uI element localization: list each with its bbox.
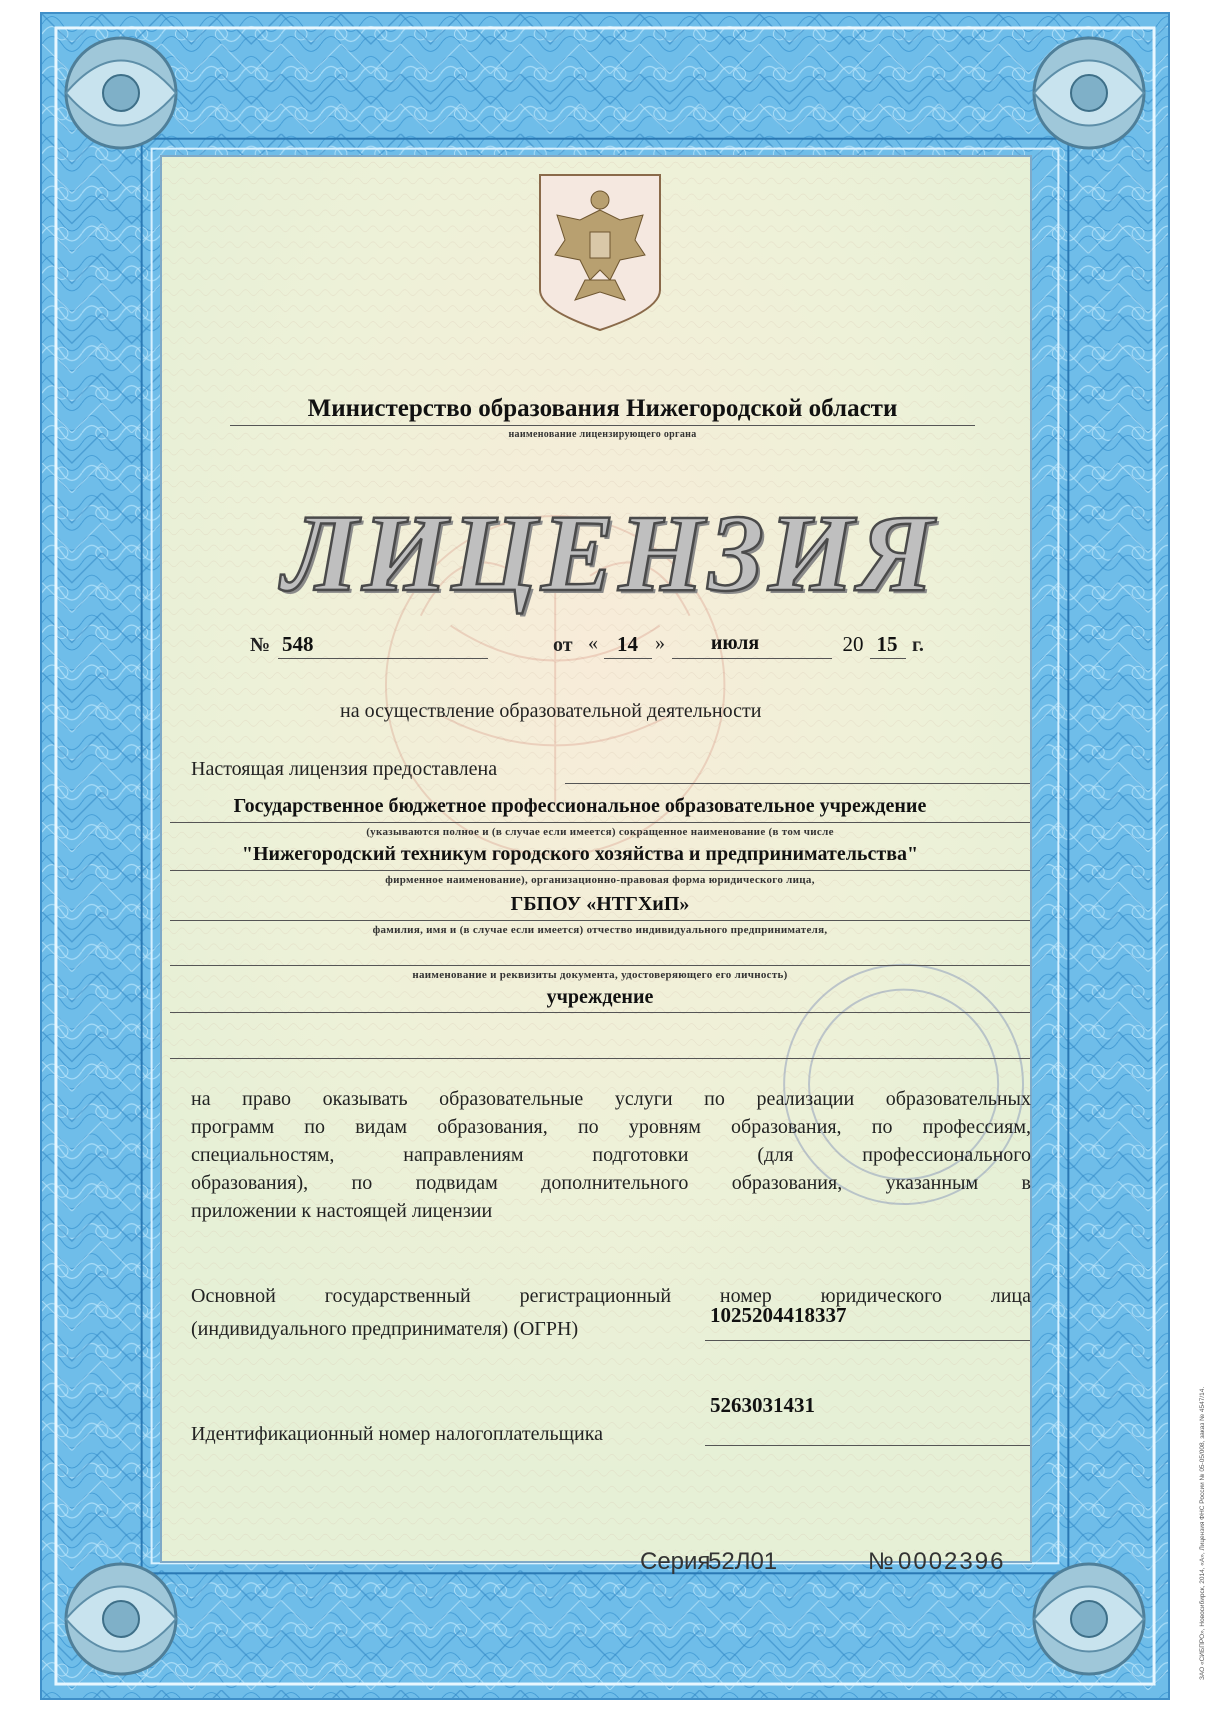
rights-paragraph <box>191 1085 1031 1225</box>
rights-line: на право оказывать образовательные услуги по реализации образовательных <box>191 1088 1031 1110</box>
organization-form: учреждение <box>546 986 654 1008</box>
license-year-prefix: 20 <box>842 632 864 656</box>
organization-full-name-line1: Государственное бюджетное профессиональное образовательное учреждение <box>233 795 927 817</box>
corner-ornament-top-right-icon <box>1014 18 1164 168</box>
quote-close: » <box>655 632 665 654</box>
short-name-underline <box>170 920 1030 921</box>
license-month-underline <box>672 658 832 659</box>
inn-label: Идентификационный номер налогоплательщика <box>191 1423 604 1445</box>
ogrn-value: 1025204418337 <box>710 1303 847 1327</box>
license-number-underline <box>278 658 488 659</box>
caption-legal-form: фирменное наименование), организационно-правовая форма юридического лица, <box>385 874 815 886</box>
corner-ornament-bottom-left-icon <box>46 1544 196 1694</box>
blank-line-2 <box>170 1058 1030 1059</box>
license-day-underline <box>604 658 652 659</box>
quote-open: « <box>588 632 598 654</box>
rights-line: образования), по подвидам дополнительного образования, указанным в <box>191 1172 1031 1194</box>
rights-line: специальностям, направлениям подготовки (для профессионального <box>191 1144 1031 1166</box>
ogrn-label-line1: Основной государственный регистрационный номер юридического лица <box>191 1285 1031 1307</box>
licensing-authority: Министерство образования Нижегородской области <box>307 395 898 422</box>
blank-line-1 <box>170 965 1030 966</box>
license-year-underline <box>870 658 906 659</box>
inn-value: 5263031431 <box>710 1393 815 1417</box>
license-year-suffix: 15 <box>876 632 898 656</box>
corner-ornament-bottom-right-icon <box>1014 1544 1164 1694</box>
license-year-label: г. <box>912 634 924 656</box>
license-number: 548 <box>282 632 314 656</box>
organization-full-name-line2: "Нижегородский техникум городского хозяйства и предпринимательства" <box>241 843 919 865</box>
caption-entrepreneur-name: фамилия, имя и (в случае если имеется) отчество индивидуального предпринимателя, <box>372 924 828 936</box>
license-date-from-label: от <box>553 634 573 656</box>
coat-of-arms-emblem-icon <box>535 170 665 335</box>
printer-imprint: ЗАО «СИБПРО», Новосибирск, 2014, «А», Лицензия ФНС России № 05-05/008, заказ № 4547/14. <box>1199 1386 1206 1680</box>
organization-short-name: ГБПОУ «НТГХиП» <box>510 893 690 915</box>
org-line1-underline <box>170 822 1030 823</box>
org-line2-underline <box>170 870 1030 871</box>
granted-to-label: Настоящая лицензия предоставлена <box>191 758 498 780</box>
inn-underline <box>705 1445 1030 1446</box>
document-title: ЛИЦЕНЗИЯ <box>282 492 938 614</box>
caption-identity-document: наименование и реквизиты документа, удостоверяющего его личность) <box>412 969 788 981</box>
series-label: Серия <box>640 1548 711 1575</box>
rights-line: программ по видам образования, по уровням образования, по профессиям, <box>191 1116 1031 1138</box>
form-number-value: 0002396 <box>898 1548 1006 1575</box>
caption-full-name: (указываются полное и (в случае если имеется) сокращенное наименование (в том числе <box>366 826 834 838</box>
authority-underline <box>230 425 975 426</box>
license-number-label: № <box>250 634 271 656</box>
authority-caption: наименование лицензирующего органа <box>508 429 697 440</box>
granted-label-underline <box>565 783 1030 784</box>
series-value: 52Л01 <box>708 1548 778 1575</box>
org-form-underline <box>170 1012 1030 1013</box>
form-number-label: № <box>868 1548 894 1575</box>
license-purpose: на осуществление образовательной деятельности <box>340 700 762 722</box>
rights-line: приложении к настоящей лицензии <box>191 1200 493 1222</box>
license-day: 14 <box>617 632 638 656</box>
ogrn-underline <box>705 1340 1030 1341</box>
license-month: июля <box>710 632 760 654</box>
ogrn-label-line2: (индивидуального предпринимателя) (ОГРН) <box>191 1318 579 1340</box>
corner-ornament-top-left-icon <box>46 18 196 168</box>
